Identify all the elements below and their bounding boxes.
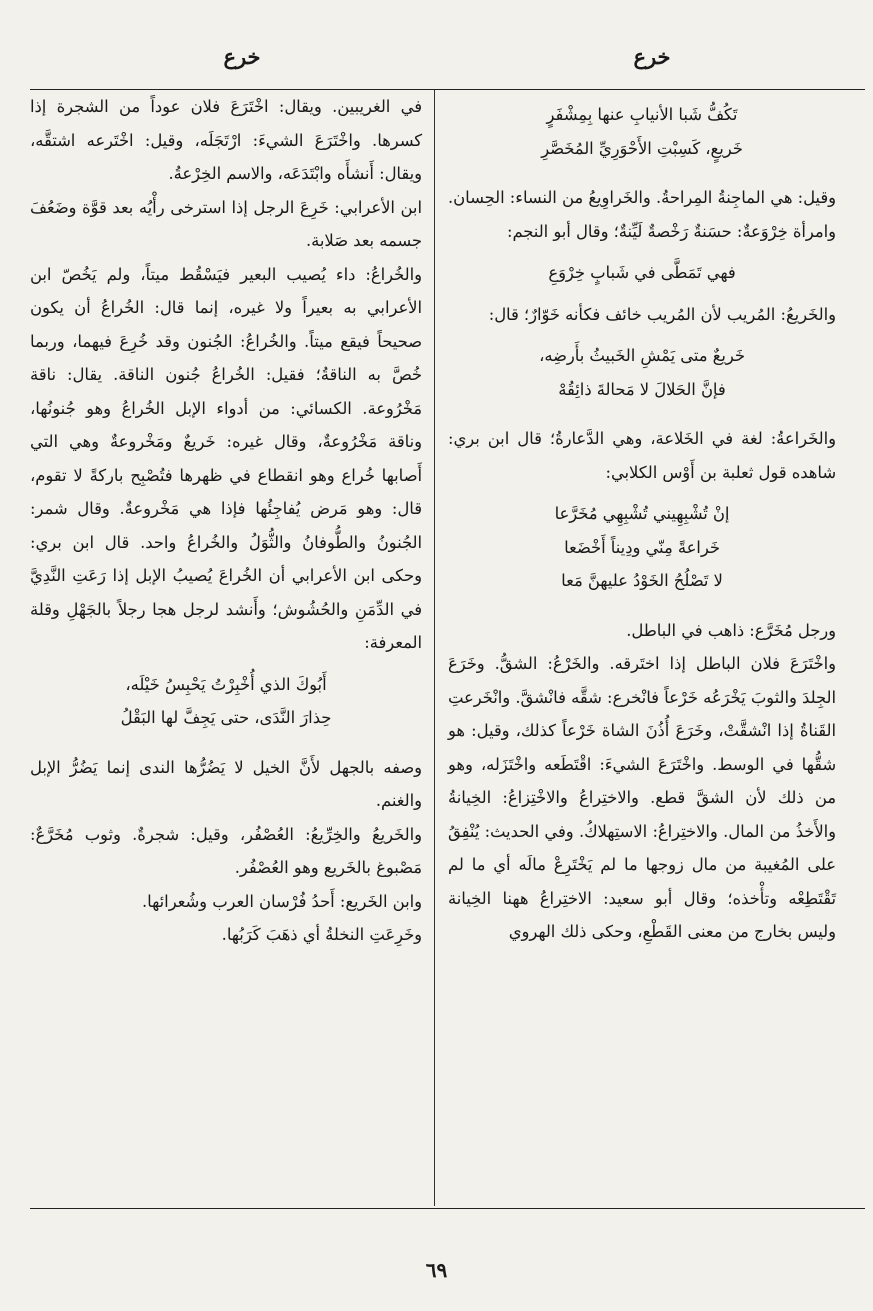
entry-paragraph: والخُراعُ: داء يُصيب البعير فيَسْقُط ميتاً، ولم يَخُصّ ابن الأعرابي به بعيراً ولا غيره، إنما قال: الخُراعُ أن يكون صحيحاً فيقع ميتاً. والخُراعُ: الجُنون وقد خُرِعَ فيهما، وربما خُصَّ به الناقةُ؛ فقيل: الخُراعُ جُنون الناقة. يقال: ناقة مَخْرُوعة. الكسائي: من أدواء الإبل الخُراعُ وهو جُنونُها، وناقة مَخْرُوعةٌ، وقال غيره: خَريعٌ ومَخْروعةٌ وهي التي أَصابها خُراع وهو انقطاع في ظهرها فتُصْبِح باركةً لا تقوم، قال: وهو مَرض يُفاجِئُها فإذا هي مَخْروعةٌ. وقال شمر: الجُنونُ والطُّوفانُ والثُّوَلُ والخُراعُ واحد. قال ابن بري: وحكى ابن الأعرابي أن الخُراعَ يُصيبُ الإبل إذا رَعَتِ النَّدِيَّ في الدِّمَنِ والحُشُوش؛ وأَنشد لرجل هجا رجلاً بالجَهْلِ وقلة المعرفة: <box>30 264 422 652</box>
spacer <box>30 660 422 668</box>
spacer <box>448 248 836 256</box>
verse-line: حِذارَ النَّدَى، حتى يَجِفَّ لها البَقْلُ <box>120 708 332 727</box>
right-column <box>448 98 836 949</box>
verse-line: فهي تَمَطَّى في شَبابٍ خِرْوَعِ <box>548 263 736 282</box>
entry-paragraph: وخَرِعَتِ النخلةُ أي ذهَبَ كَرَبُها. <box>221 925 422 944</box>
verse-line: فإنَّ الحَلالَ لا مَحالةَ ذائِقُهْ <box>558 379 726 399</box>
entry-paragraph: ورجل مُخَرَّع: ذاهب في الباطل. <box>626 620 836 640</box>
entry-paragraph: واخْتَرَعَ فلان الباطل إذا اختَرقه. والخَرْعُ: الشقُّ. وخَرَعَ الجِلدَ والثوبَ يَخْرَعُه خَرْعاً فانْخرع: شقَّه فانْشقَّ. وانْخَرعتِ القَناةُ إذا انْشقَّتْ، وخَرَعَ أُذُنَ الشاة خَرْعاً كذلك، وقيل: هو شقُّها في الوسط. واخْتَرَعَ الشيءَ: اقْتَطَعه واخْتَزَله، وهو من ذلك لأن الشقَّ قطع. والاختِراعُ والاخْتِزاعُ: الخِيانةُ والأَخذُ من المال. والاختِراعُ: الاستِهلاكُ. وفي الحديث: يُنْفِقُ على المُغيبة من مال زوجها ما لم يَخْتَرِعْ مالَه أي ما لم تَقْتَطِعْه وتأْخذه؛ وقال أبو سعيد: الاختِراعُ ههنا الخِيانة وليس بخارج من معنى القَطْعِ، وحكى ذلك الهروي <box>448 654 836 941</box>
spacer <box>448 489 836 497</box>
column-divider <box>434 90 435 1206</box>
verse-line: خَراعةً مِنّي ودِيناً أَخْضَعا <box>564 537 720 557</box>
entry-paragraph: ابن الأعرابي: خَرِعَ الرجل إذا استرخى رأْيُه بعد قوَّة وضَعُفَ جسمه بعد صَلابة. <box>30 197 422 250</box>
bottom-rule <box>30 1208 865 1209</box>
verse-line: لا تَصْلُحُ الخَوْدُ عليهنَّ مَعا <box>561 571 723 590</box>
header-root-right: خرع <box>633 44 671 69</box>
entry-paragraph: وقيل: هي الماجِنةُ المِراحةُ. والخَراوِيعُ من النساء: الحِسان. وامرأة خِرْوَعةٌ: حسَنةٌ رَخْصةٌ لَيِّنةٌ؛ وقال أبو النجم: <box>448 188 836 241</box>
verse-line: خَريعٍ، كَسِبْتِ الأَحْوَرِيِّ المُخَصَّرِ <box>541 138 743 158</box>
entry-paragraph: والخَراعةُ: لغة في الخَلاعة، وهي الدَّعارةُ؛ قال ابن بري: شاهده قول ثعلبة بن أَوْس الكلابي: <box>448 429 836 482</box>
entry-paragraph: في الغريبين. ويقال: اخْتَرَعَ فلان عوداً من الشجرة إذا كسرها. واخْتَرَعَ الشيءَ: ارْتَجَلَه، وقيل: اخْتَرعه اشتقَّه، ويقال: أَنشأَه وابْتَدَعَه، والاسم الخِرْعةُ. <box>30 97 422 183</box>
verse-line: إنْ تُشْبِهِيني تُشْبِهِي مُخَرَّعا <box>554 504 730 523</box>
entry-paragraph: والخَريعُ والخِرِّيعُ: العُصْفُر، وقيل: شجرةٌ. وثوب مُخَرَّعٌ: مَصْبوغ بالخَريع وهو العُصْفُر. <box>30 824 422 877</box>
header-root-left: خرع <box>223 44 261 69</box>
verse-line: تَكُفُّ شَبا الأنيابِ عنها بِمِشْفَرٍ <box>546 105 738 124</box>
spacer <box>448 598 836 614</box>
spacer <box>448 406 836 422</box>
entry-paragraph: والخَريعُ: المُريب لأن المُريب خائف فكأنه خَوّارٌ؛ قال: <box>488 304 836 324</box>
page-number: ٦٩ <box>425 1258 448 1282</box>
verse-line: أَبُوكَ الذي أُخْبِرْتُ يَحْبِسُ خَيْلَه، <box>125 674 327 694</box>
entry-paragraph: وصفه بالجهل لأَنَّ الخيل لا يَضُرُّها الندى إنما يَضُرُّ الإبل والغنم. <box>30 757 422 810</box>
spacer <box>448 290 836 298</box>
verse-line: خَريعٌ متى يَمْشِ الخَبيثُ بأَرضِه، <box>539 346 745 365</box>
left-column <box>30 90 422 952</box>
entry-paragraph: وابن الخَريع: أَحدُ فُرْسان العرب وشُعرائها. <box>142 891 422 911</box>
spacer <box>448 165 836 181</box>
spacer <box>448 331 836 339</box>
spacer <box>30 735 422 751</box>
